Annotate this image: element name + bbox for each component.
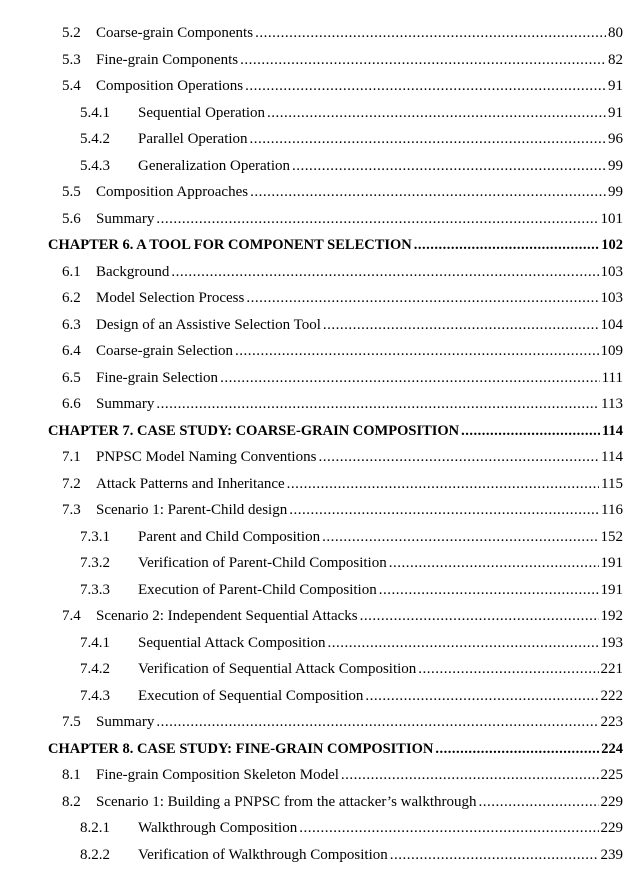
- toc-entry-line: [138, 630, 623, 657]
- toc-entry-page-number: 91: [608, 78, 623, 94]
- toc-entry-line: [138, 153, 623, 180]
- dot-leader: [267, 100, 606, 127]
- dot-leader: [479, 789, 599, 816]
- toc-entry-page-number: 114: [601, 449, 623, 465]
- toc-entry[interactable]: [0, 100, 641, 127]
- toc-entry-page-number: 114: [602, 422, 623, 439]
- toc-entry-title: Summary: [96, 714, 155, 730]
- toc-entry[interactable]: [0, 683, 641, 710]
- toc-entry-page-number: 103: [600, 263, 623, 280]
- toc-entry[interactable]: [0, 550, 641, 577]
- toc-entry-line: [96, 444, 623, 471]
- toc-entry-number: 6.2: [62, 290, 81, 306]
- toc-entry-line: [138, 550, 623, 577]
- toc-entry-line: [96, 20, 623, 47]
- toc-entry-page-number: 111: [601, 369, 623, 386]
- toc-entry-title: CHAPTER 7. CASE STUDY: COARSE-GRAIN COMPOSITION: [48, 422, 460, 439]
- dot-leader: [435, 736, 599, 763]
- toc-entry-page-number: 99: [608, 184, 623, 200]
- toc-entry-line: [96, 206, 623, 233]
- toc-entry-line: [96, 709, 623, 736]
- toc-entry[interactable]: [0, 524, 641, 551]
- dot-leader: [414, 232, 599, 259]
- toc-entry-page-number: 109: [600, 343, 623, 359]
- toc-entry-page-number: 239: [600, 846, 623, 863]
- toc-entry-page-number: 96: [608, 131, 623, 147]
- toc-entry-title: CHAPTER 6. A TOOL FOR COMPONENT SELECTION: [48, 237, 412, 253]
- toc-entry[interactable]: [0, 153, 641, 180]
- toc-entry[interactable]: [0, 815, 641, 842]
- dot-leader: [389, 550, 599, 577]
- toc-entry-number: 8.2: [62, 793, 81, 810]
- toc-entry-title: Verification of Parent-Child Composition: [138, 555, 387, 571]
- toc-entry-number: 5.2: [62, 25, 81, 41]
- toc-entry-line: [96, 47, 623, 74]
- toc-entry-page-number: 192: [600, 608, 623, 624]
- toc-entry-line: [138, 683, 623, 710]
- toc-entry[interactable]: [0, 20, 641, 47]
- toc-entry-line: [96, 789, 623, 816]
- toc-entry-title: Scenario 1: Parent-Child design: [96, 502, 288, 518]
- toc-entry-line: [138, 577, 623, 604]
- toc-entry-number: 7.3: [62, 502, 81, 518]
- toc-chapter-entry[interactable]: [0, 418, 641, 445]
- toc-entry-page-number: 191: [600, 555, 623, 571]
- dot-leader: [156, 709, 598, 736]
- toc-entry-title: Sequential Attack Composition: [138, 634, 326, 651]
- toc-entry-page-number: 224: [601, 740, 623, 757]
- dot-leader: [379, 577, 599, 604]
- toc-entry-title: Summary: [96, 396, 155, 412]
- toc-entry-title: Summary: [96, 210, 155, 227]
- toc-entry-line: [48, 736, 623, 763]
- toc-entry-number: 7.4: [62, 608, 81, 624]
- toc-entry[interactable]: [0, 577, 641, 604]
- dot-leader: [220, 365, 600, 392]
- toc-entry-title: Fine-grain Components: [96, 51, 239, 68]
- toc-entry-title: Parent and Child Composition: [138, 528, 321, 545]
- toc-entry-page-number: 104: [600, 316, 623, 333]
- toc-entry-line: [96, 179, 623, 206]
- dot-leader: [328, 630, 599, 657]
- toc-entry-number: 7.4.2: [80, 661, 110, 677]
- toc-entry-line: [48, 418, 623, 445]
- toc-entry-page-number: 223: [600, 714, 623, 730]
- dot-leader: [171, 259, 598, 286]
- toc-entry-number: 7.3.1: [80, 528, 110, 545]
- toc-entry-title: PNPSC Model Naming Conventions: [96, 449, 317, 465]
- toc-entry-title: Scenario 1: Building a PNPSC from the attacker’s walkthrough: [96, 793, 477, 810]
- toc-entry-title: Attack Patterns and Inheritance: [96, 475, 285, 492]
- toc-entry[interactable]: [0, 126, 641, 153]
- toc-entry-line: [96, 338, 623, 365]
- toc-entry-number: 7.5: [62, 714, 81, 730]
- toc-entry-number: 7.4.3: [80, 687, 110, 704]
- toc-entry-title: Verification of Walkthrough Composition: [138, 846, 388, 863]
- toc-entry-page-number: 99: [608, 157, 623, 174]
- toc-entry[interactable]: [0, 444, 641, 471]
- toc-entry[interactable]: [0, 312, 641, 339]
- dot-leader: [360, 603, 599, 630]
- toc-entry-number: 7.4.1: [80, 634, 110, 651]
- toc-entry[interactable]: [0, 630, 641, 657]
- toc-entry[interactable]: [0, 338, 641, 365]
- dot-leader: [250, 179, 606, 206]
- toc-entry-page-number: 113: [601, 396, 623, 412]
- dot-leader: [245, 73, 606, 100]
- dot-leader: [318, 444, 599, 471]
- toc-entry-line: [96, 312, 623, 339]
- toc-entry-line: [138, 815, 623, 842]
- toc-entry-line: [96, 471, 623, 498]
- dot-leader: [292, 153, 606, 180]
- toc-entry[interactable]: [0, 497, 641, 524]
- toc-entry-line: [96, 603, 623, 630]
- toc-entry-page-number: 222: [600, 687, 623, 704]
- toc-entry-page-number: 229: [600, 820, 623, 836]
- toc-entry[interactable]: [0, 762, 641, 789]
- toc-entry[interactable]: [0, 47, 641, 74]
- toc-entry-title: Fine-grain Selection: [96, 369, 219, 386]
- toc-entry-number: 7.1: [62, 449, 81, 465]
- toc-entry-title: Design of an Assistive Selection Tool: [96, 316, 321, 333]
- dot-leader: [250, 126, 606, 153]
- toc-entry-page-number: 229: [600, 793, 623, 810]
- toc-chapter-entry[interactable]: [0, 736, 641, 763]
- dot-leader: [156, 206, 598, 233]
- toc-entry-number: 7.3.2: [80, 555, 110, 571]
- toc-entry-page-number: 221: [600, 661, 623, 677]
- toc-entry-number: 7.3.3: [80, 581, 110, 598]
- toc-entry-line: [96, 285, 623, 312]
- dot-leader: [240, 47, 606, 74]
- toc-entry[interactable]: [0, 656, 641, 683]
- toc-entry-title: Sequential Operation: [138, 104, 266, 121]
- dot-leader: [461, 418, 600, 445]
- toc-entry-page-number: 191: [600, 581, 623, 598]
- toc-entry-page-number: 152: [600, 528, 623, 545]
- toc-entry-line: [48, 232, 623, 259]
- toc-entry-line: [96, 365, 623, 392]
- toc-entry-page-number: 115: [601, 475, 623, 492]
- toc-entry-line: [96, 497, 623, 524]
- toc-entry-title: Coarse-grain Components: [96, 25, 254, 41]
- toc-entry[interactable]: [0, 73, 641, 100]
- toc-entry-number: 8.2.1: [80, 820, 110, 836]
- toc-entry-number: 6.3: [62, 316, 81, 333]
- dot-leader: [246, 285, 598, 312]
- toc-entry-number: 6.4: [62, 343, 81, 359]
- toc-entry-page-number: 101: [600, 210, 623, 227]
- toc-entry-line: [96, 73, 623, 100]
- table-of-contents: [0, 20, 641, 868]
- dot-leader: [299, 815, 598, 842]
- toc-entry-title: Composition Approaches: [96, 184, 249, 200]
- toc-entry-title: Fine-grain Composition Skeleton Model: [96, 767, 339, 783]
- toc-entry-page-number: 103: [600, 290, 623, 306]
- toc-entry-title: Execution of Parent-Child Composition: [138, 581, 377, 598]
- toc-entry[interactable]: [0, 285, 641, 312]
- toc-entry-number: 5.3: [62, 51, 81, 68]
- toc-entry-number: 6.6: [62, 396, 81, 412]
- toc-entry[interactable]: [0, 709, 641, 736]
- dot-leader: [322, 524, 598, 551]
- toc-entry-page-number: 91: [608, 104, 623, 121]
- toc-entry-page-number: 82: [608, 51, 623, 68]
- toc-entry-title: Execution of Sequential Composition: [138, 687, 364, 704]
- toc-entry-title: Scenario 2: Independent Sequential Attacks: [96, 608, 358, 624]
- toc-entry-page-number: 80: [608, 25, 623, 41]
- dot-leader: [365, 683, 598, 710]
- toc-entry-title: Background: [96, 263, 170, 280]
- toc-entry[interactable]: [0, 391, 641, 418]
- toc-entry[interactable]: [0, 206, 641, 233]
- toc-entry-number: 8.1: [62, 767, 81, 783]
- toc-entry-line: [138, 524, 623, 551]
- toc-entry[interactable]: [0, 603, 641, 630]
- dot-leader: [287, 471, 599, 498]
- toc-entry[interactable]: [0, 365, 641, 392]
- dot-leader: [156, 391, 599, 418]
- toc-entry-title: Coarse-grain Selection: [96, 343, 234, 359]
- toc-entry-title: Composition Operations: [96, 78, 244, 94]
- dot-leader: [323, 312, 599, 339]
- toc-entry-line: [138, 126, 623, 153]
- toc-entry-line: [96, 259, 623, 286]
- toc-entry-title: Model Selection Process: [96, 290, 245, 306]
- toc-entry-number: 5.4.2: [80, 131, 110, 147]
- toc-entry-number: 5.6: [62, 210, 81, 227]
- toc-entry-number: 7.2: [62, 475, 81, 492]
- toc-entry-line: [138, 842, 623, 869]
- toc-entry-title: Verification of Sequential Attack Composition: [138, 661, 417, 677]
- toc-entry-title: CHAPTER 8. CASE STUDY: FINE-GRAIN COMPOSITION: [48, 740, 434, 757]
- dot-leader: [235, 338, 598, 365]
- toc-entry-number: 5.5: [62, 184, 81, 200]
- toc-chapter-entry[interactable]: [0, 232, 641, 259]
- toc-entry-page-number: 225: [600, 767, 623, 783]
- toc-entry[interactable]: [0, 842, 641, 869]
- dot-leader: [289, 497, 599, 524]
- toc-entry-line: [138, 100, 623, 127]
- toc-entry-number: 6.1: [62, 263, 81, 280]
- toc-entry-title: Generalization Operation: [138, 157, 291, 174]
- toc-entry-line: [96, 391, 623, 418]
- toc-entry-title: Parallel Operation: [138, 131, 248, 147]
- toc-entry-line: [96, 762, 623, 789]
- toc-entry-page-number: 102: [601, 237, 623, 253]
- toc-entry-title: Walkthrough Composition: [138, 820, 298, 836]
- toc-entry-number: 5.4.1: [80, 104, 110, 121]
- toc-entry-page-number: 116: [601, 502, 623, 518]
- toc-entry[interactable]: [0, 789, 641, 816]
- toc-entry-number: 8.2.2: [80, 846, 110, 863]
- toc-entry-line: [138, 656, 623, 683]
- dot-leader: [390, 842, 599, 869]
- dot-leader: [418, 656, 598, 683]
- dot-leader: [341, 762, 599, 789]
- dot-leader: [255, 20, 606, 47]
- toc-entry-number: 6.5: [62, 369, 81, 386]
- toc-entry-number: 5.4: [62, 78, 81, 94]
- toc-entry[interactable]: [0, 471, 641, 498]
- toc-entry-page-number: 193: [600, 634, 623, 651]
- toc-entry[interactable]: [0, 259, 641, 286]
- toc-entry-number: 5.4.3: [80, 157, 110, 174]
- toc-entry[interactable]: [0, 179, 641, 206]
